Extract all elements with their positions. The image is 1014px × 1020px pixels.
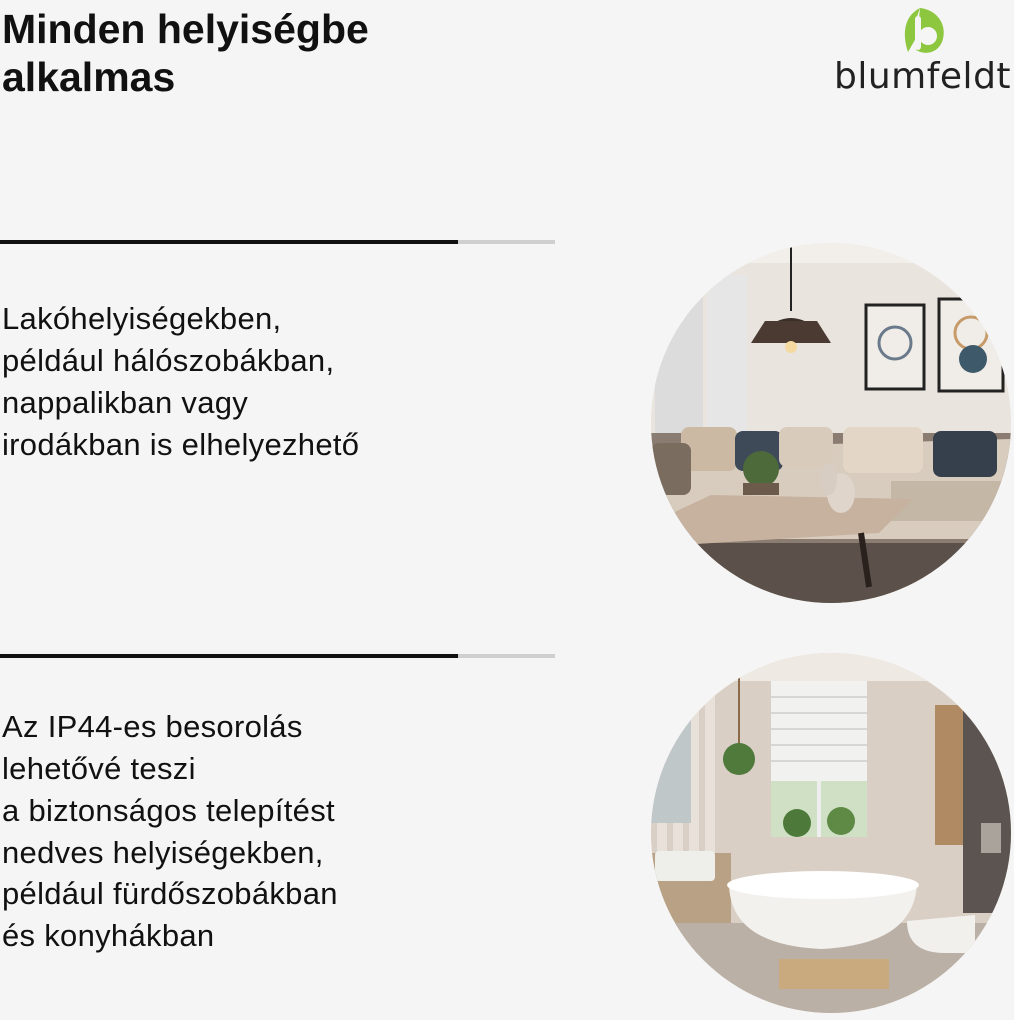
section-2-line: Az IP44-es besorolás [2,709,303,744]
section-2-line: és konyhákban [2,918,215,954]
section-1-line: irodákban is elhelyezhető [2,426,360,462]
section-divider [0,240,555,244]
brand-logo [828,4,1014,100]
section-1-line: például hálószobákban, [2,342,335,378]
section-2-text [2,706,338,957]
bathroom-photo [651,653,1011,1013]
section-1-line: Lakóhelyiségekben, [2,301,282,336]
section-1-text [2,298,359,465]
section-2-line: lehetővé teszi [2,750,196,786]
page-title [2,6,522,102]
title-line-2: alkalmas [2,53,176,100]
blumfeldt-b-leaf-icon [898,4,950,56]
section-1-line: nappalikban vagy [2,384,249,420]
section-divider [0,654,555,658]
section-2-line: a biztonságos telepítést [2,792,335,828]
living-room-photo [651,243,1011,603]
logo-text: blumfeldt [834,56,1012,97]
section-2-line: nedves helyiségekben, [2,834,324,870]
section-2-line: például fürdőszobákban [2,876,338,912]
title-line-1: Minden helyiségbe [2,6,369,52]
